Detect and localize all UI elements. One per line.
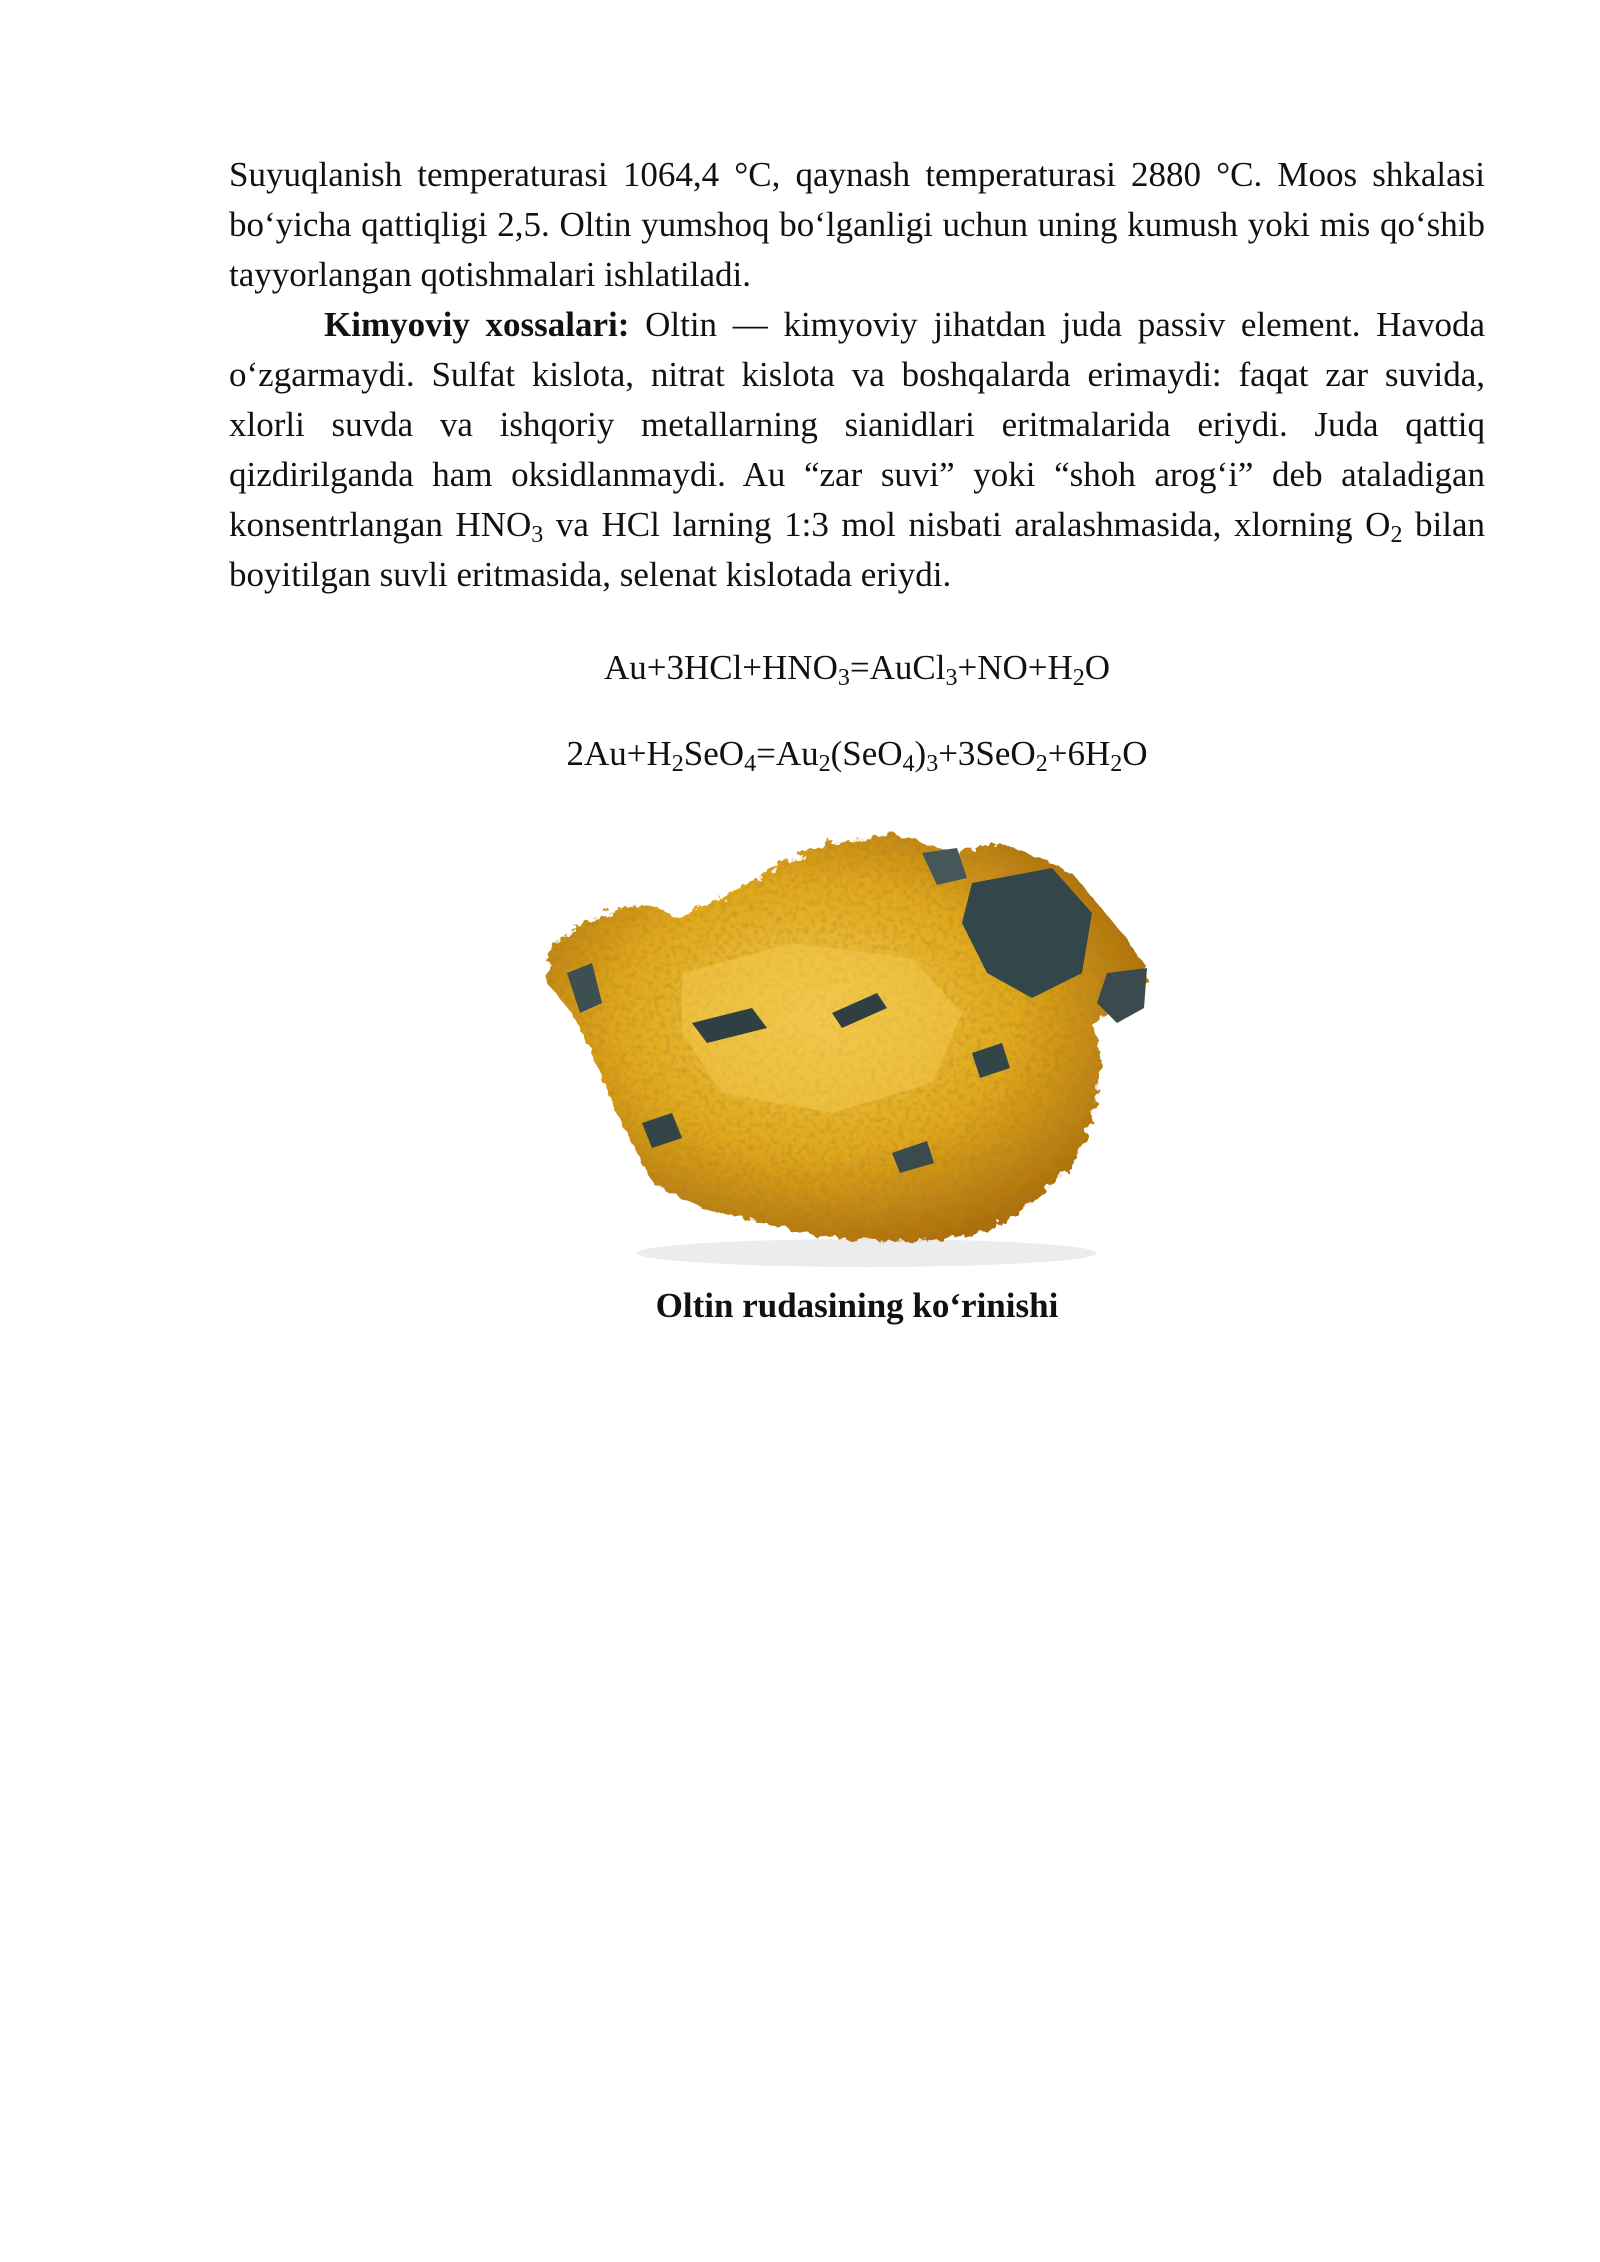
chemical-properties-text-a: Oltin — kimyoviy jihatdan juda passiv element. Havoda o‘zgarmaydi. Sulfat kislota, nitrat kislota va boshqalarda erimaydi: faqat zar suvida, xlorli suvda va ishqoriy metallarning sianidlari eritmalarida eriydi. Juda qattiq qizdirilganda ham oksidlanmaydi. Au “zar suvi” yoki “shoh arog‘i” deb ataladigan konsentrlangan HNO — [229, 305, 1485, 544]
equation-part: ) — [914, 734, 927, 773]
equation-part: SeO — [683, 734, 745, 773]
subscript: 2 — [1390, 522, 1403, 548]
subscript: 3 — [837, 665, 850, 691]
equation-selenic-acid — [229, 729, 1485, 779]
subscript: 2 — [1035, 751, 1048, 777]
chemical-properties-text-b: va HCl larning 1:3 mol nisbati aralashmasida, xlorning O — [543, 505, 1391, 544]
subscript: 2 — [1072, 665, 1085, 691]
equation-part: =AuCl — [849, 648, 946, 687]
paragraph-physical-properties: Suyuqlanish temperaturasi 1064,4 °C, qaynash temperaturasi 2880 °C. Moos shkalasi bo‘yicha qattiqligi 2,5. Oltin yumshoq bo‘lganligi uchun uning kumush yoki mis qo‘shib tayyorlangan qotishmalari ishlatiladi. — [229, 155, 1485, 294]
subscript: 4 — [744, 751, 757, 777]
document-page — [229, 150, 1485, 1331]
subscript: 2 — [1110, 751, 1123, 777]
equation-aqua-regia — [229, 643, 1485, 693]
gold-ore-figure — [229, 823, 1485, 1331]
subscript: 2 — [671, 751, 684, 777]
subscript: 3 — [926, 751, 939, 777]
equation-part: +NO+H — [957, 648, 1073, 687]
paragraph-chemical-properties — [229, 300, 1485, 600]
equation-part: =Au — [756, 734, 819, 773]
equation-part: +3SeO — [938, 734, 1036, 773]
subscript: 2 — [818, 751, 831, 777]
subscript: 3 — [531, 522, 544, 548]
equation-part: Au+3HCl+HNO — [603, 648, 838, 687]
equation-part: 2Au+H — [566, 734, 672, 773]
subscript: 3 — [945, 665, 958, 691]
equation-part: O — [1084, 648, 1111, 687]
subscript: 4 — [902, 751, 915, 777]
chemical-properties-heading: Kimyoviy xossalari: — [324, 305, 630, 344]
chemical-properties-text-c: bilan boyitilgan suvli eritmasida, selenat kislotada eriydi. — [229, 505, 1486, 594]
equation-part: +6H — [1047, 734, 1111, 773]
ore-shadow — [637, 1239, 1097, 1267]
figure-caption: Oltin rudasining ko‘rinishi — [655, 1286, 1059, 1325]
equation-part: (SeO — [830, 734, 903, 773]
gold-ore-image — [532, 823, 1182, 1273]
equation-part: O — [1122, 734, 1148, 773]
